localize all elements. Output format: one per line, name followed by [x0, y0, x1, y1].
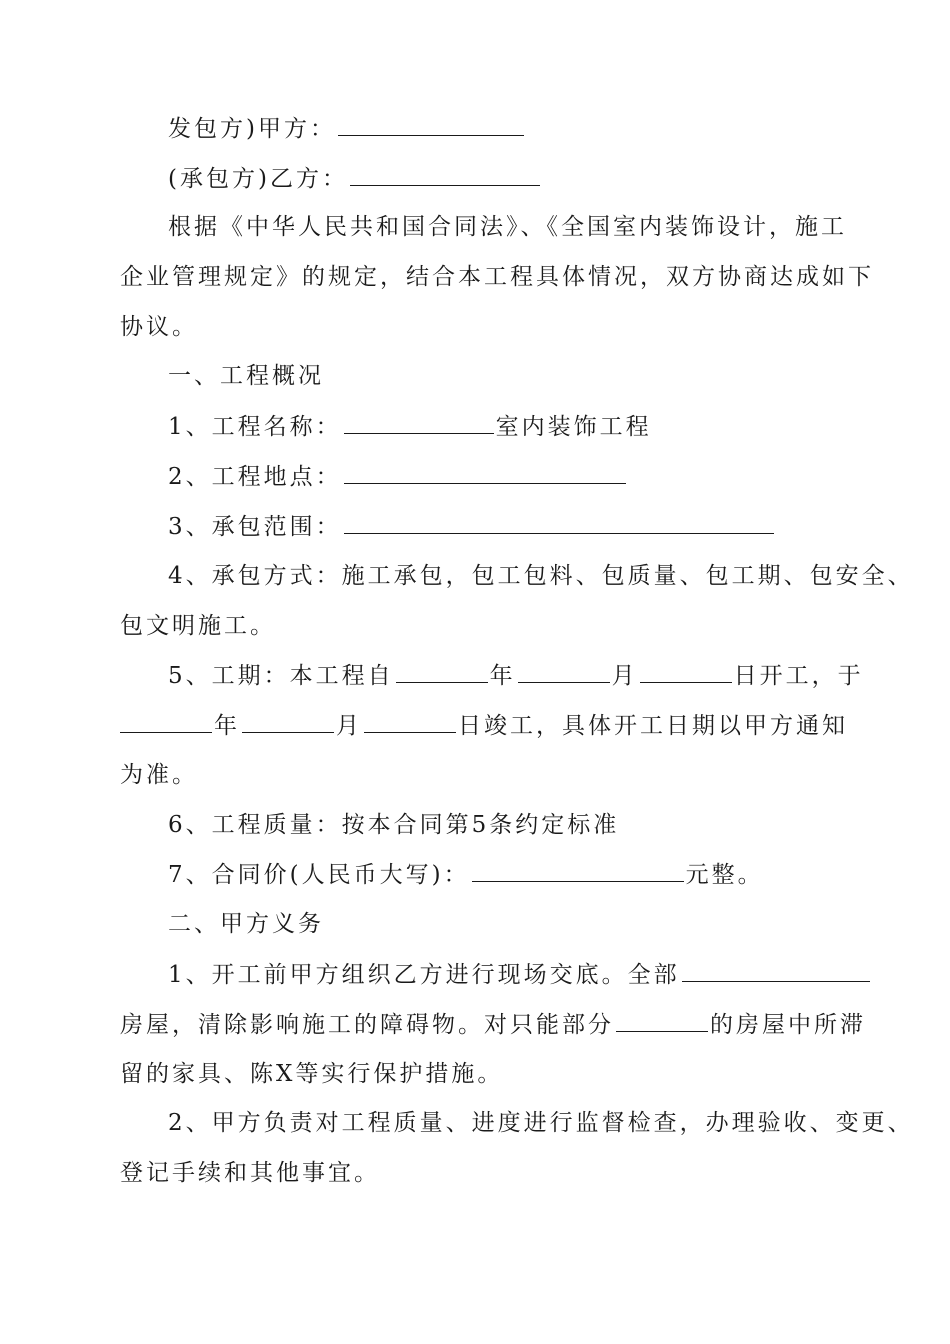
duty-1-text-b-start: 房屋，清除影响施工的障碍物。对只能部分 [120, 1012, 614, 1038]
item-1-blank [344, 411, 494, 434]
item-7-blank [472, 859, 684, 882]
intro-line-3: 协议。 [120, 314, 198, 340]
item-1-label: 1、工程名称： [168, 414, 342, 440]
item-5-label: 5、工期：本工程自 [168, 663, 394, 689]
party-b-blank [350, 163, 540, 186]
item-5-day-start: 日开工，于 [733, 663, 864, 689]
item-5-year-blank [396, 660, 488, 683]
item-3-label: 3、承包范围： [168, 514, 342, 540]
item-5-line-c: 为准。 [120, 762, 198, 788]
party-a-line [168, 113, 526, 144]
item-6-line: 6、工程质量：按本合同第5条约定标准 [168, 812, 620, 838]
item-5-line-b [120, 710, 848, 741]
item-3-line [168, 511, 776, 542]
item-7-suffix: 元整。 [685, 862, 764, 888]
item-4-line-b: 包文明施工。 [120, 613, 276, 639]
item-5-end-year-blank [120, 710, 212, 733]
item-4-line-a: 4、承包方式：施工承包，包工包料、包质量、包工期、包安全、 [168, 563, 914, 589]
section-heading-1: 一、工程概况 [168, 363, 324, 389]
duty-2-line-b: 登记手续和其他事宜。 [120, 1160, 380, 1186]
party-b-label: (承包方)乙方： [168, 166, 348, 192]
item-7-line [168, 859, 764, 890]
duty-1-text-b-end: 的房屋中所滞 [710, 1012, 866, 1038]
party-a-label: 发包方)甲方： [168, 116, 336, 142]
intro-line-2: 企业管理规定》的规定，结合本工程具体情况，双方协商达成如下 [120, 264, 874, 290]
duty-1-line-a [168, 959, 872, 990]
section-heading-2: 二、甲方义务 [168, 911, 324, 937]
duty-1-text-a: 1、开工前甲方组织乙方进行现场交底。全部 [168, 962, 680, 988]
party-b-line [168, 163, 542, 194]
item-1-suffix: 室内装饰工程 [495, 414, 652, 440]
item-5-end-day-blank [364, 710, 456, 733]
item-7-label: 7、合同价(人民币大写)： [168, 862, 470, 888]
duty-1-blank-a [682, 959, 870, 982]
item-5-end-tail: 日竣工，具体开工日期以甲方通知 [458, 713, 848, 739]
item-3-blank [344, 511, 774, 534]
intro-line-1: 根据《中华人民共和国合同法》、《全国室内装饰设计，施工 [168, 214, 847, 240]
duty-1-line-b [120, 1009, 866, 1040]
item-2-label: 2、工程地点： [168, 464, 342, 490]
item-5-month-blank [518, 660, 610, 683]
item-2-line [168, 461, 628, 492]
duty-1-line-c: 留的家具、陈X等实行保护措施。 [120, 1061, 504, 1087]
item-2-blank [344, 461, 626, 484]
duty-1-blank-b [616, 1009, 708, 1032]
item-1-line [168, 411, 652, 442]
item-5-line-a [168, 660, 864, 691]
item-5-day-blank [640, 660, 732, 683]
item-5-end-month-blank [242, 710, 334, 733]
item-5-end-month: 月 [336, 713, 362, 739]
item-5-month: 月 [611, 663, 638, 689]
duty-2-line-a: 2、甲方负责对工程质量、进度进行监督检查，办理验收、变更、 [168, 1110, 914, 1136]
item-5-end-year: 年 [214, 713, 240, 739]
item-5-year: 年 [489, 663, 516, 689]
party-a-blank [338, 113, 524, 136]
